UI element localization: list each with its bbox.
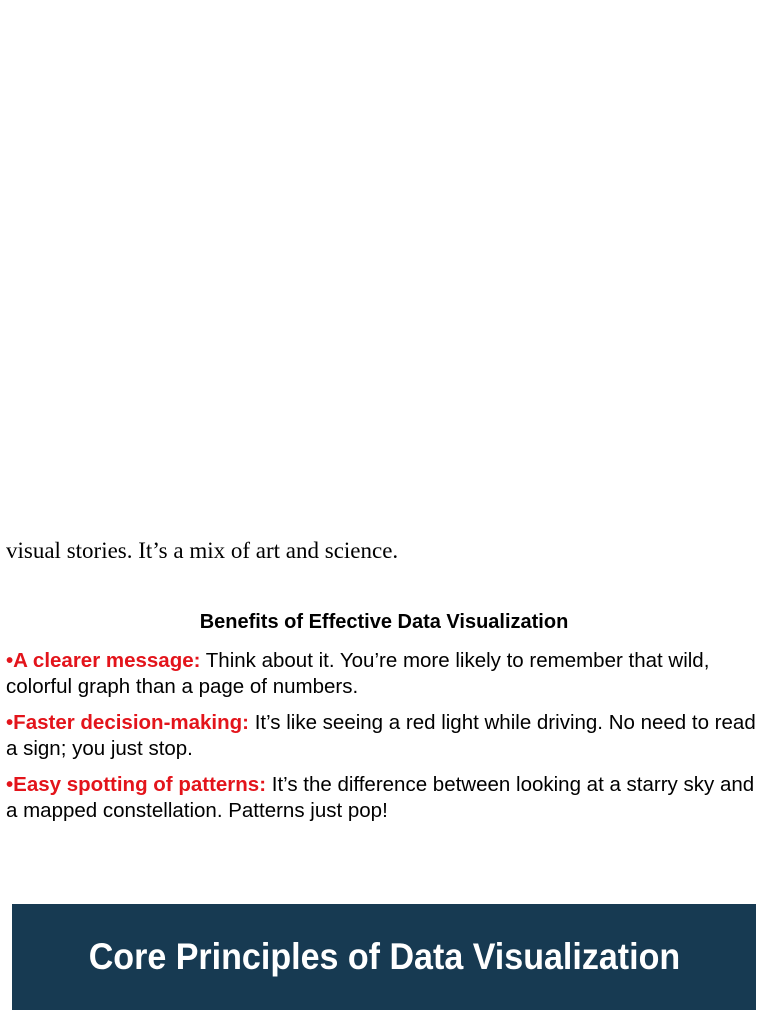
benefit-text: Think about it. You’re more likely to remember that wild, colorful graph than a page of numbers. bbox=[6, 649, 710, 698]
banner-title: Core Principles of Data Visualization bbox=[88, 936, 680, 977]
benefit-term: •Easy spotting of patterns: bbox=[6, 773, 267, 796]
benefit-item bbox=[6, 648, 766, 700]
benefit-item bbox=[6, 772, 766, 824]
benefit-text: It’s like seeing a red light while driving. No need to read a sign; you just stop. bbox=[6, 711, 756, 760]
section-banner bbox=[12, 904, 756, 1010]
intro-text: visual stories. It’s a mix of art and science. bbox=[6, 538, 399, 563]
benefits-list bbox=[6, 648, 766, 834]
benefit-term: •A clearer message: bbox=[6, 649, 201, 672]
benefit-item bbox=[6, 710, 766, 762]
benefit-text: It’s the difference between looking at a starry sky and a mapped constellation. Patterns just pop! bbox=[6, 773, 755, 822]
section-title: Benefits of Effective Data Visualization bbox=[199, 611, 569, 633]
benefit-term: •Faster decision-making: bbox=[6, 711, 249, 734]
